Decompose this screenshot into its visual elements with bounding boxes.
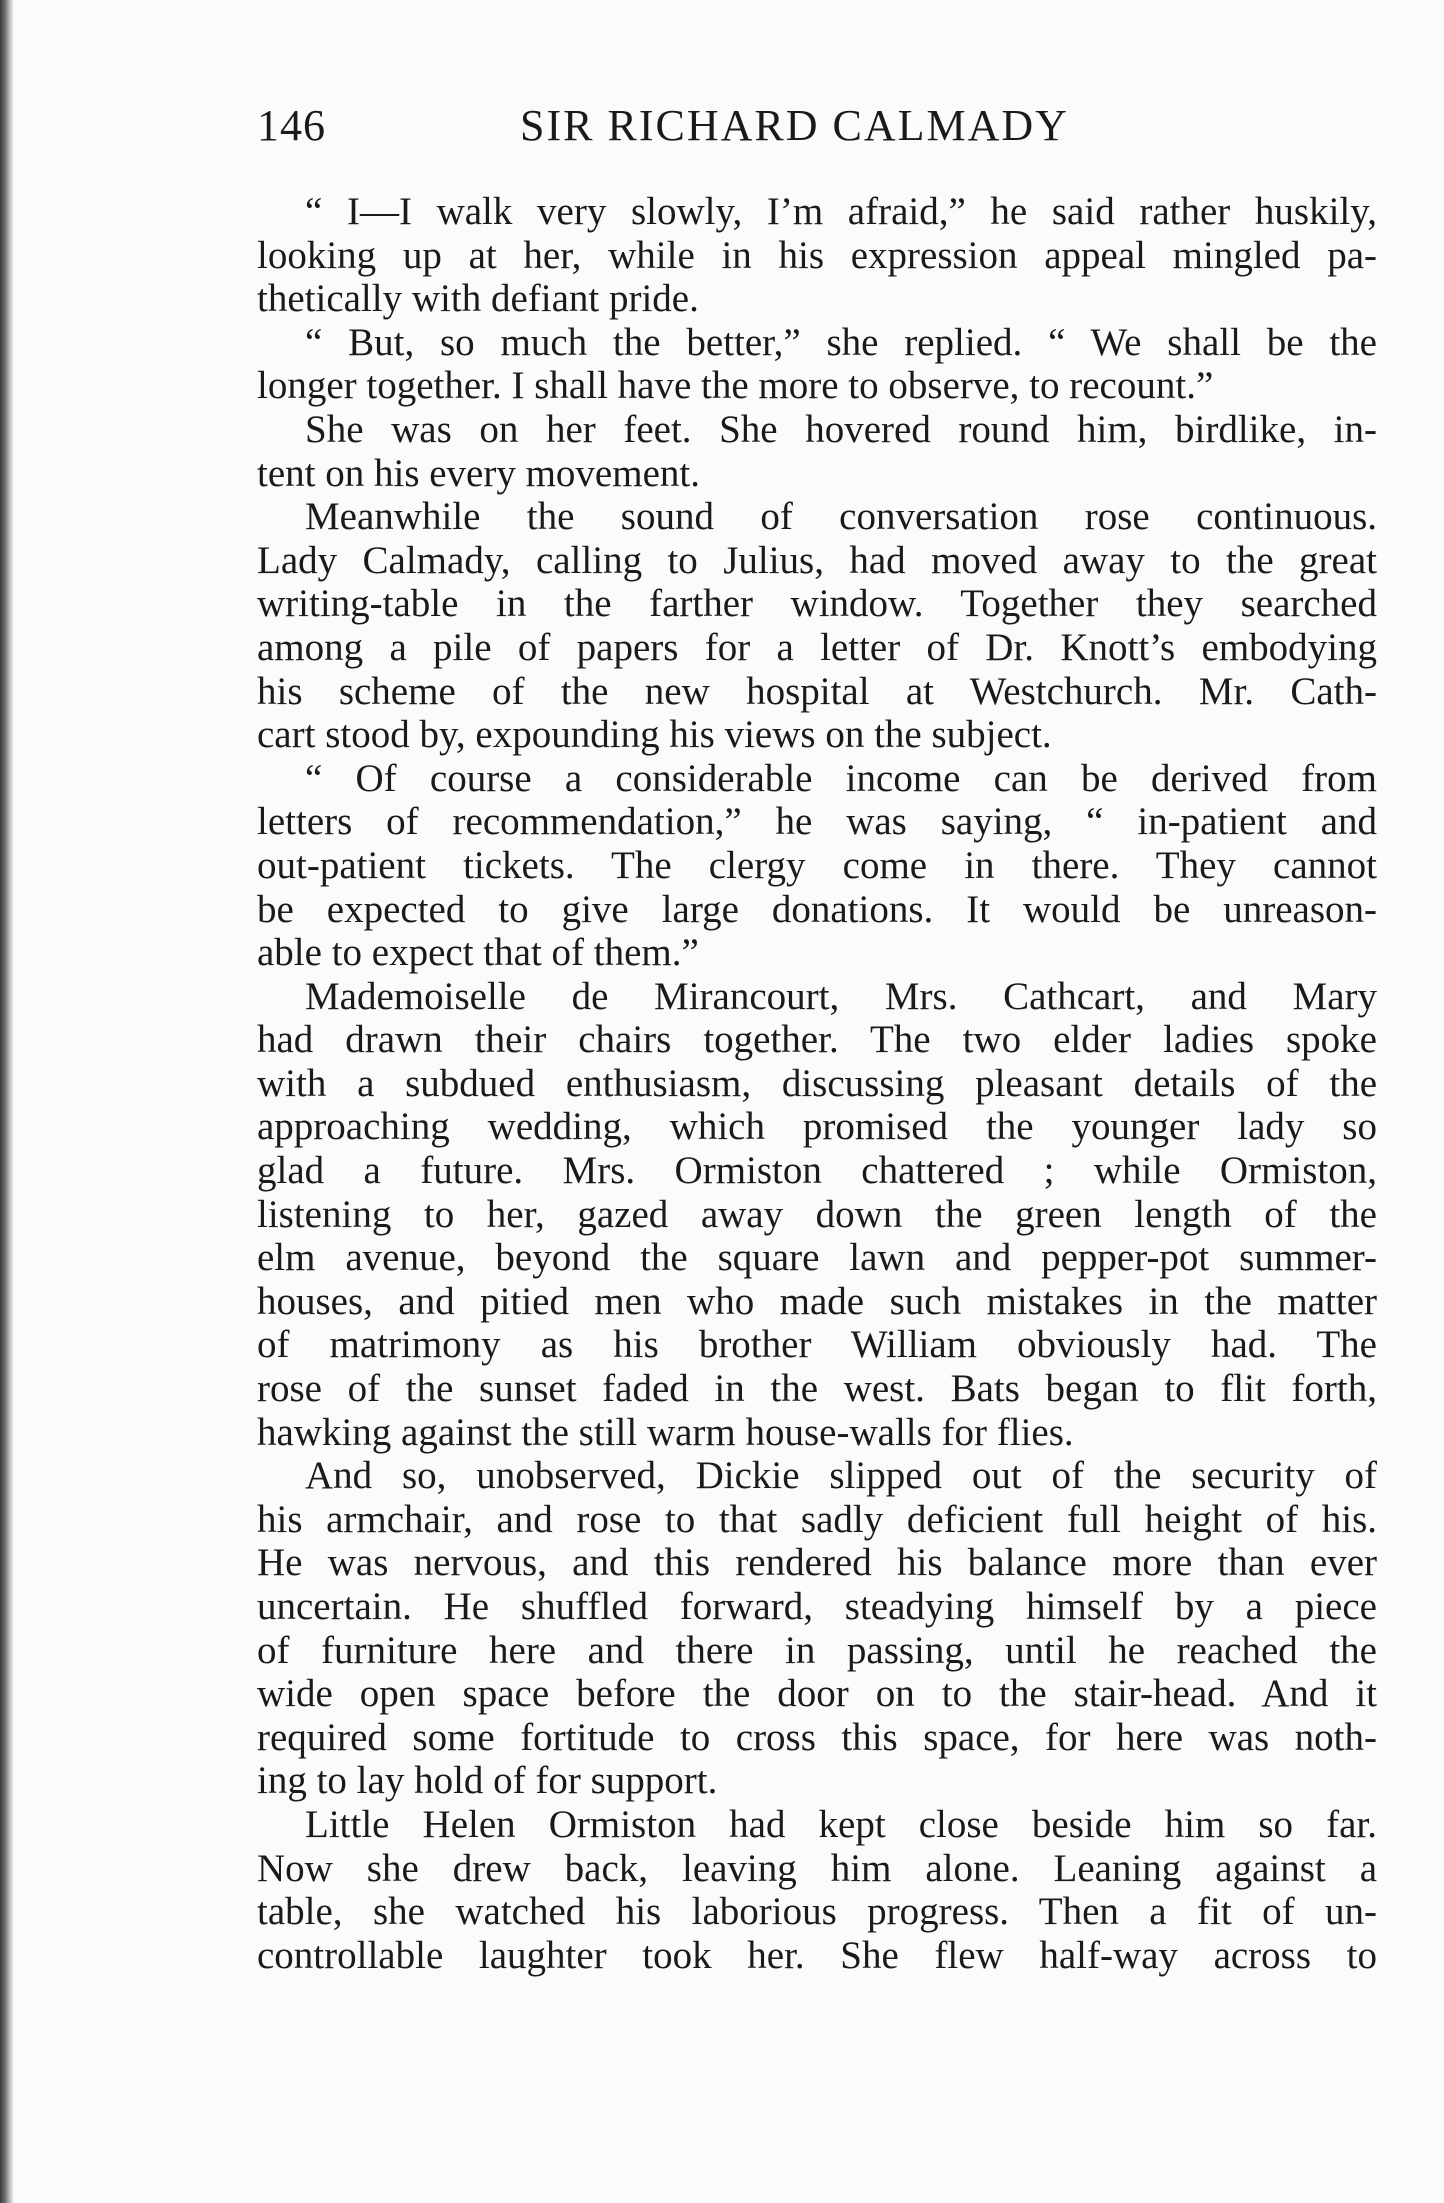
page-header [257,100,1377,160]
text-line: uncertain. He shuffled forward, steadying himself by a piece [257,1585,1377,1628]
text-line: houses, and pitied men who made such mistakes in the matter [257,1279,1377,1323]
text-line: his armchair, and rose to that sadly deficient full height of his. [257,1497,1377,1541]
text-line: among a pile of papers for a letter of Dr. Knott’s embodying [257,625,1377,669]
text-line: tent on his every movement. [257,451,700,495]
text-line: controllable laughter took her. She flew half-way across to [257,1933,1377,1977]
text-line: And so, unobserved, Dickie slipped out of the security of [305,1454,1377,1498]
text-line: wide open space before the door on to the stair-head. And it [257,1672,1377,1716]
text-line: hawking against the still warm house-walls for flies. [257,1410,1074,1454]
text-line: thetically with defiant pride. [257,277,699,321]
text-line: table, she watched his laborious progress. Then a fit of un- [257,1890,1377,1934]
text-line: elm avenue, beyond the square lawn and pepper-pot summer- [257,1236,1377,1280]
text-line: had drawn their chairs together. The two elder ladies spoke [257,1018,1377,1062]
text-line: of matrimony as his brother William obviously had. The [257,1323,1377,1367]
text-line: letters of recommendation,” he was saying, “ in-patient and [257,800,1377,844]
text-line: Meanwhile the sound of conversation rose continuous. [305,495,1377,539]
text-line: Little Helen Ormiston had kept close beside him so far. [305,1802,1377,1846]
text-line: rose of the sunset faded in the west. Bats began to flit forth, [257,1367,1377,1411]
text-line: He was nervous, and this rendered his balance more than ever [257,1541,1377,1585]
text-line: be expected to give large donations. It would be unreason- [257,887,1377,931]
text-line: listening to her, gazed away down the green length of the [257,1192,1377,1236]
text-line: Mademoiselle de Mirancourt, Mrs. Cathcart, and Mary [305,974,1377,1018]
page-binding-edge [0,0,14,2203]
text-line: “ Of course a considerable income can be derived from [305,756,1377,800]
text-line: cart stood by, expounding his views on the subject. [257,713,1052,757]
text-line: writing-table in the farther window. Together they searched [257,582,1377,626]
text-line: out-patient tickets. The clergy come in there. They cannot [257,843,1377,887]
text-line: Now she drew back, leaving him alone. Leaning against a [257,1846,1377,1890]
running-title: SIR RICHARD CALMADY [520,101,1069,150]
text-line: “ I—I walk very slowly, I’m afraid,” he said rather huskily, [305,190,1377,233]
page-number: 146 [257,101,326,150]
text-line: Lady Calmady, calling to Julius, had moved away to the great [257,538,1377,582]
text-line: able to expect that of them.” [257,931,699,975]
text-line: looking up at her, while in his expression appeal mingled pa- [257,233,1377,277]
text-line: longer together. I shall have the more to observe, to recount.” [257,364,1214,408]
text-line: She was on her feet. She hovered round him, birdlike, in- [305,407,1377,451]
text-line: ing to lay hold of for support. [257,1759,718,1803]
text-line: glad a future. Mrs. Ormiston chattered ; while Ormiston, [257,1149,1377,1193]
body-text [257,190,1377,1977]
text-line: “ But, so much the better,” she replied. “ We shall be the [305,320,1377,364]
text-line: with a subdued enthusiasm, discussing pleasant details of the [257,1061,1377,1105]
text-line: approaching wedding, which promised the younger lady so [257,1105,1377,1149]
text-line: of furniture here and there in passing, until he reached the [257,1628,1377,1672]
text-line: his scheme of the new hospital at Westchurch. Mr. Cath- [257,669,1377,713]
text-line: required some fortitude to cross this space, for here was noth- [257,1715,1377,1759]
